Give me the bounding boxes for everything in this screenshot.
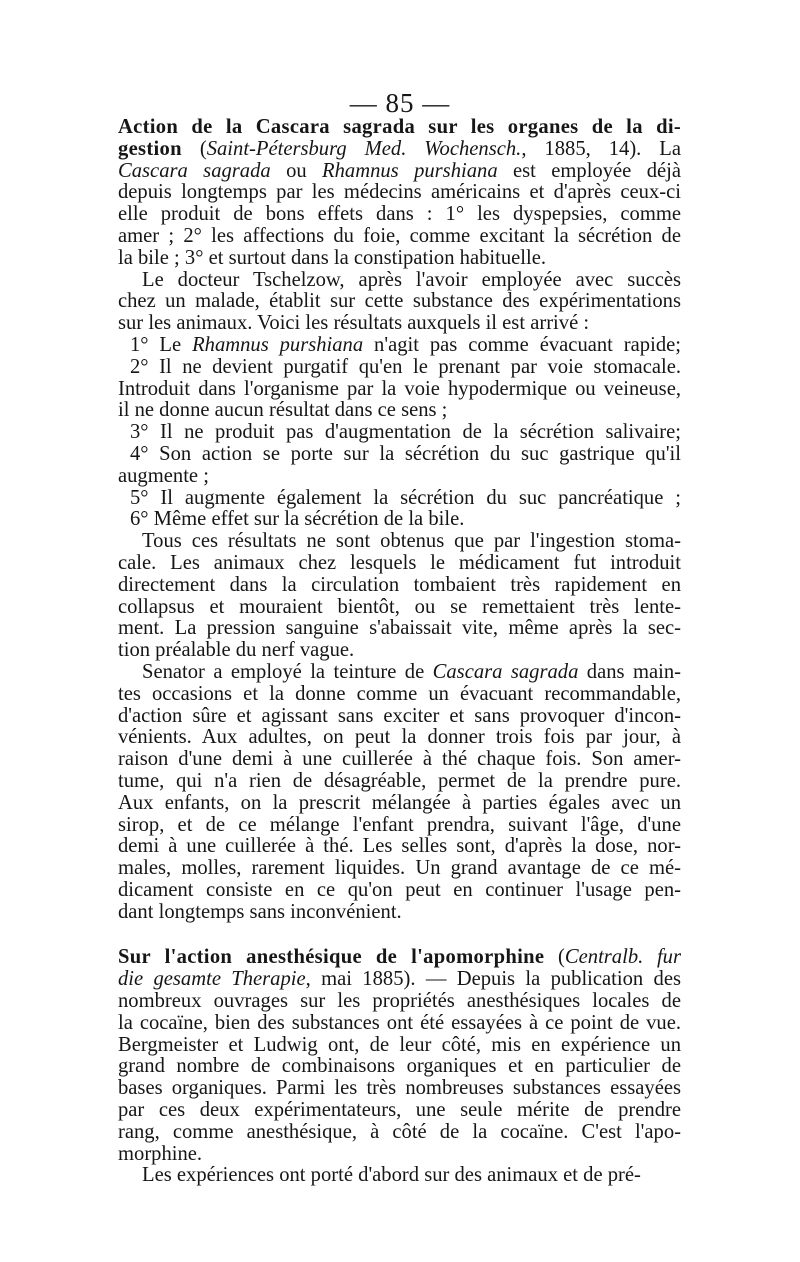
text-line [118,1078,681,1100]
text-run: collapsus et mouraient bientôt, ou se remettaient très lente- [118,595,681,618]
page-number: — 85 — [349,88,451,118]
text-run: par ces deux expérimentateurs, une seule mérite de prendre [118,1099,681,1122]
text-line [118,575,681,597]
text-run: ( [544,946,565,969]
text-line [118,706,681,728]
text-line [118,117,681,139]
italic-text: Rhamnus purshiana [192,333,364,356]
text-run: 2° Il ne devient purgatif qu'en le prenant par voie stomacale. [130,355,681,378]
text-line [118,357,681,379]
text-run: ment. La pression sanguine s'abaissait vite, même après la sec- [118,617,681,640]
text-run: 6° Même effet sur la sécrétion de la bile. [130,508,465,531]
text-run: ( [181,137,207,160]
text-line [118,161,681,183]
text-run: tes occasions et la donne comme un évacuant recommandable, [118,682,681,705]
text-line [118,1165,681,1187]
bold-heading: gestion [118,137,182,160]
text-run: elle produit de bons effets dans : 1° les dyspepsies, comme [118,203,681,226]
text-run: 5° Il augmente également la sécrétion du suc pancréatique ; [130,486,681,509]
section-gap [118,923,681,947]
text-run: augmente ; [118,464,209,487]
text-line [118,815,681,837]
text-line [118,662,681,684]
text-run: vénients. Aux adultes, on peut la donner trois fois par jour, à [118,726,681,749]
text-run: directement dans la circulation tombaient très rapidement en [118,573,681,596]
text-line [118,1100,681,1122]
text-line [118,204,681,226]
italic-text: Saint-Pétersburg Med. Wochensch. [206,137,522,160]
text-line [118,400,681,422]
article-cascara-sagrada [118,117,681,923]
text-run: dant longtemps sans inconvénient. [118,900,402,923]
text-line [118,226,681,248]
text-run: sur les animaux. Voici les résultats auxquels il est arrivé : [118,312,590,335]
text-line [118,858,681,880]
text-run: dans main- [578,660,681,683]
text-line [118,335,681,357]
text-run: demi à une cuillerée à thé. Les selles sont, d'après la dose, nor- [118,835,681,858]
italic-text: Cascara sagrada [432,660,579,683]
text-run: il ne donne aucun résultat dans ce sens ; [118,399,448,422]
text-run: raison d'une demi à une cuillerée à thé chaque fois. Son amer- [118,748,681,771]
text-run: cale. Les animaux chez lesquels le médicament fut introduit [118,551,681,574]
text-line [118,618,681,640]
italic-text: Centralb. fur [564,946,681,969]
text-run: bases organiques. Parmi les très nombreuses substances essayées [118,1077,681,1100]
text-line [118,771,681,793]
text-line [118,749,681,771]
text-line [118,313,681,335]
text-run: tion préalable du nerf vague. [118,639,355,662]
text-line [118,1122,681,1144]
text-run: Le docteur Tschelzow, après l'avoir employée avec succès [142,268,681,291]
text-run: est employée déjà [497,159,681,182]
italic-text: Rhamnus purshiana [322,159,498,182]
text-line [118,509,681,531]
text-line [118,444,681,466]
text-line [118,270,681,292]
text-run: tume, qui n'a rien de désagréable, permet de la prendre pure. [118,769,681,792]
italic-text: Cascara sagrada [118,159,271,182]
text-run: 3° Il ne produit pas d'augmentation de la sécrétion salivaire; [130,421,681,444]
text-line [118,880,681,902]
text-line [118,531,681,553]
article-apomorphine [118,947,681,1187]
text-line [118,991,681,1013]
text-line [118,902,681,924]
text-line [118,684,681,706]
text-run: Introduit dans l'organisme par la voie hypodermique ou veineuse, [118,377,681,400]
text-line [118,291,681,313]
text-line [118,1056,681,1078]
text-run: Senator a employé la teinture de [142,660,433,683]
text-run: depuis longtemps par les médecins américains et d'après ceux-ci [118,181,681,204]
text-line [118,1013,681,1035]
text-run: chez un malade, établit sur cette substance des expérimentations [118,290,681,313]
text-line [118,248,681,270]
text-line [118,793,681,815]
bold-heading: Action de la Cascara sagrada sur les organes de la di- [118,116,681,138]
text-run: , mai 1885). — Depuis la publication des [305,968,681,991]
text-run: n'agit pas comme évacuant rapide; [363,333,681,356]
page-body [118,117,681,1187]
text-run: la cocaïne, bien des substances ont été essayées à ce point de vue. [118,1011,681,1034]
text-line [118,182,681,204]
text-line [118,139,681,161]
text-run: males, molles, rarement liquides. Un grand avantage de ce mé- [118,857,681,880]
text-line [118,553,681,575]
text-run: Tous ces résultats ne sont obtenus que par l'ingestion stoma- [142,530,681,553]
text-run: rang, comme anesthésique, à côté de la cocaïne. C'est l'apo- [118,1120,681,1143]
text-run: Les expériences ont porté d'abord sur des animaux et de pré- [142,1164,641,1187]
text-line [118,969,681,991]
text-run: grand nombre de combinaisons organiques et en particulier de [118,1055,681,1078]
text-run: d'action sûre et agissant sans exciter et sans provoquer d'incon- [118,704,681,727]
text-run: amer ; 2° les affections du foie, comme excitant la sécrétion de [118,224,681,247]
text-run: 1° Le [130,333,193,356]
text-run: morphine. [118,1142,203,1165]
italic-text: die gesamte Therapie [118,968,306,991]
text-run: nombreux ouvrages sur les propriétés anesthésiques locales de [118,990,681,1013]
text-run: sirop, et de ce mélange l'enfant prendra, suivant l'âge, d'une [118,813,681,836]
text-run: Aux enfants, on la prescrit mélangée à parties égales avec un [118,791,681,814]
text-line [118,727,681,749]
text-line [118,597,681,619]
text-run: Bergmeister et Ludwig ont, de leur côté, mis en expérience un [118,1033,681,1056]
text-line [118,379,681,401]
text-line [118,466,681,488]
bold-heading: Sur l'action anesthésique de l'apomorphine [118,946,545,969]
text-run: 4° Son action se porte sur la sécrétion du suc gastrique qu'il [130,442,681,465]
text-line [118,640,681,662]
text-line [118,1035,681,1057]
text-line [118,947,681,969]
text-line [118,488,681,510]
text-run: ou [270,159,323,182]
text-run: dicament consiste en ce qu'on peut en continuer l'usage pen- [118,878,681,901]
text-run: la bile ; 3° et surtout dans la constipation habituelle. [118,246,547,269]
text-line [118,422,681,444]
text-line [118,1144,681,1166]
text-line [118,836,681,858]
text-run: , 1885, 14). La [521,137,681,160]
